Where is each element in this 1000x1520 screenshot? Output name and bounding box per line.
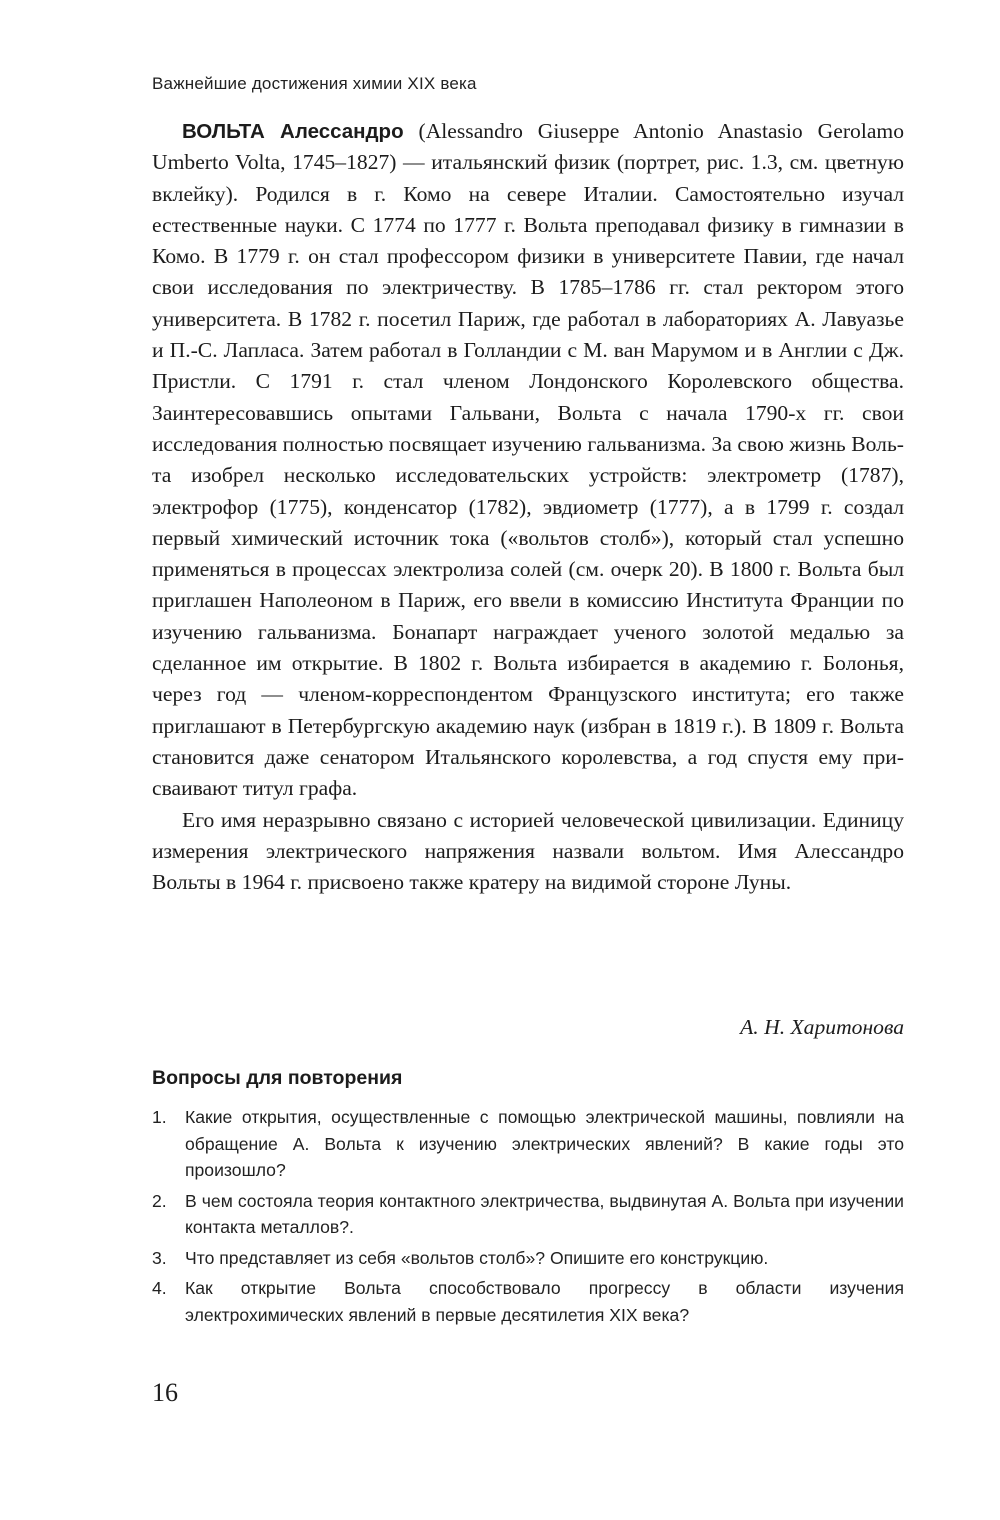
article-body	[152, 116, 904, 898]
question-number: 1.	[152, 1107, 167, 1127]
question-item	[152, 1188, 904, 1241]
question-item	[152, 1245, 904, 1272]
question-text: Какие открытия, осуществленные с помощью электрической машины, повлияли на обращение А. Вольта к изучению электрических явлений? В какие годы это произошло?	[185, 1107, 904, 1180]
question-text: Как открытие Вольта способствовало прогрессу в области изучения электрохимических явлений в первые десятилетия XIX века?	[185, 1278, 904, 1325]
article-paragraph-2: Его имя неразрывно связано с историей человеческой цивилизации. Единицу измерения электрического напряжения назвали вольтом. Имя Алессандро Вольты в 1964 г. присвоено также кратеру на видимой стороне Луны.	[152, 807, 904, 895]
book-page	[152, 0, 904, 1520]
question-number: 4.	[152, 1278, 167, 1298]
article-paragraph-1	[152, 116, 904, 805]
question-number: 2.	[152, 1190, 167, 1211]
questions-title: Вопросы для повторения	[152, 1067, 403, 1089]
question-text: В чем состояла теория контактного электричества, выдвинутая А. Вольта при изучении контакта металлов?.	[185, 1190, 904, 1237]
question-item	[152, 1275, 904, 1328]
article-author: А. Н. Харитонова	[740, 1015, 904, 1039]
question-number: 3.	[152, 1247, 167, 1268]
entry-name: ВОЛЬТА Алессандро	[182, 120, 404, 143]
entry-intro-text: (Alessandro Giuseppe Antonio Anastasio Gerolamo Umberto Volta, 1745–1827) — итальянский физик (портрет, рис. 1.3, см. цветную вклейку). Родился в г. Комо на севере Италии. Самостоятельно изучал естественные науки. С 1774 по 1777 г. Вольта преподавал физику в гимназии в Комо. В 1779 г. он стал профессором физики в университете Павии, где начал свои исследования по электричеству. В 1785–1786 гг. стал ректором этого университета. В 1782 г. посетил Париж, где работал в лабораториях А. Лавуазье и П.-С. Лапласа. Затем работал в Голландии с М. ван Марумом и в Англии с Дж. Пристли. С 1791 г. стал членом Лондонского Королевского общества. Заинтересовавшись опытами Гальвани, Вольта с начала 1790-х гг. свои исследования полностью посвящает изучению гальванизма. За свою жизнь Вольта изобрел несколько исследовательских устройств: электрометр (1787), электрофор (1775), конденсатор (1782), эвдиометр (1777), а в 1799 г. создал первый химический источник тока («вольтов столб»), который стал успешно применяться в процессах электролиза солей (см. очерк 20). В 1800 г. Вольта был приглашен Наполеоном в Париж, его ввели в комиссию Института Франции по изучению гальванизма. Бонапарт награждает ученого золотой медалью за сделанное им открытие. В 1802 г. Вольта избирается в академию г. Болонья, через год — членом-корреспондентом Французского института; его также приглашают в Петербургскую академию наук (избран в 1819 г.). В 1809 г. Вольта становится даже сенатором Итальянского королевства, а год спустя ему присваивают титул графа.	[152, 119, 904, 801]
question-text: Что представляет из себя «вольтов столб»? Опишите его конструкцию.	[185, 1247, 769, 1268]
questions-list	[152, 1104, 904, 1332]
question-item	[152, 1104, 904, 1184]
running-head: Важнейшие достижения химии XIX века	[152, 74, 477, 93]
page-number: 16	[152, 1378, 178, 1407]
